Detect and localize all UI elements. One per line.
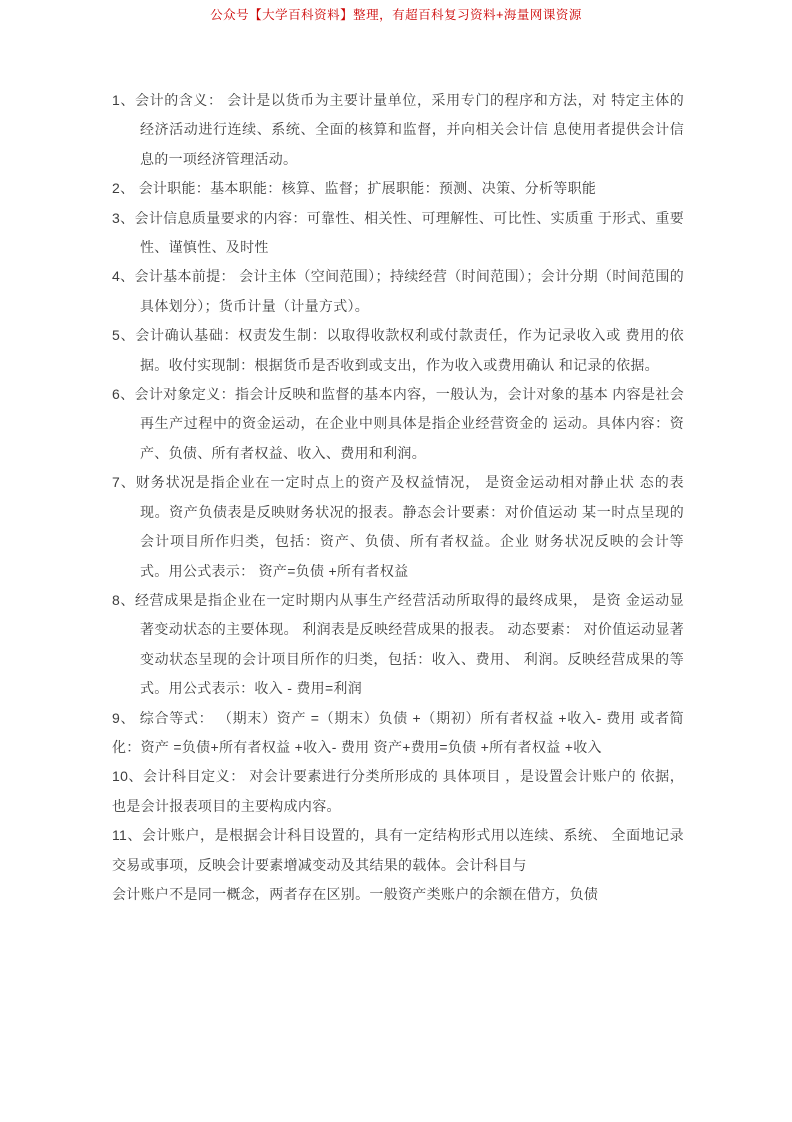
list-item-5: 5、会计确认基础：权责发生制：以取得收款权利或付款责任，作为记录收入或 费用的依据。收付实现制：根据货币是否收到或支出，作为收入或费用确认 和记录的依据。 <box>112 327 684 373</box>
list-item-1: 1、会计的含义： 会计是以货币为主要计量单位，采用专门的程序和方法，对 特定主体的经济活动进行连续、系统、全面的核算和监督，并向相关会计信 息使用者提供会计信息的一项经济管理活动。 <box>112 92 684 167</box>
list-item-6: 6、会计对象定义：指会计反映和监督的基本内容，一般认为，会计对象的基本 内容是社会再生产过程中的资金运动，在企业中则具体是指企业经营资金的 运动。具体内容：资产、负债、所有者权益、收入、费用和利润。 <box>112 386 684 461</box>
list-item-8: 8、经营成果是指企业在一定时期内从事生产经营活动所取得的最终成果， 是资 金运动显著变动状态的主要体现。 利润表是反映经营成果的报表。 动态要素： 对价值运动显著变动状态呈现的会计项目所作的归类，包括：收入、费用、 利润。反映经营成果的等式。用公式表示：收入 - 费用=利润 <box>112 591 684 697</box>
list-item-9: 9、 综合等式： （期末）资产 =（期末）负债 +（期初）所有者权益 +收入- 费用 或者简化：资产 =负债+所有者权益 +收入- 费用 资产+费用=负债 +所有者权益 +收入 <box>112 709 684 755</box>
page-header-note: 公众号【大学百科资料】整理，有超百科复习资料+海量网课资源 <box>210 8 582 22</box>
paragraph-continuation: 会计账户不是同一概念，两者存在区别。一般资产类账户的余额在借方，负债 <box>112 885 599 902</box>
list-item-2: 2、 会计职能：基本职能：核算、监督；扩展职能：预测、决策、分析等职能 <box>112 180 597 197</box>
list-item-4: 4、会计基本前提： 会计主体（空间范围）；持续经营（时间范围）；会计分期（时间范围的具体划分）；货币计量（计量方式）。 <box>112 268 684 314</box>
list-item-7: 7、财务状况是指企业在一定时点上的资产及权益情况， 是资金运动相对静止状 态的表现。资产负债表是反映财务状况的报表。静态会计要素：对价值运动 某一时点呈现的会计项目所作归类，包括：资产、负债、所有者权益。企业 财务状况反映的会计等式。用公式表示： 资产=负债 +所有者权益 <box>112 474 684 579</box>
list-item-3: 3、会计信息质量要求的内容：可靠性、相关性、可理解性、可比性、实质重 于形式、重要性、谨慎性、及时性 <box>112 209 684 256</box>
document-body <box>112 86 684 909</box>
list-item-11: 11、会计账户，是根据会计科目设置的，具有一定结构形式用以连续、系统、 全面地记录交易或事项，反映会计要素增减变动及其结果的载体。会计科目与 <box>112 827 684 873</box>
list-item-10: 10、会计科目定义： 对会计要素进行分类所形成的 具体项目 ，是设置会计账户的 依据，也是会计报表项目的主要构成内容。 <box>112 768 684 814</box>
